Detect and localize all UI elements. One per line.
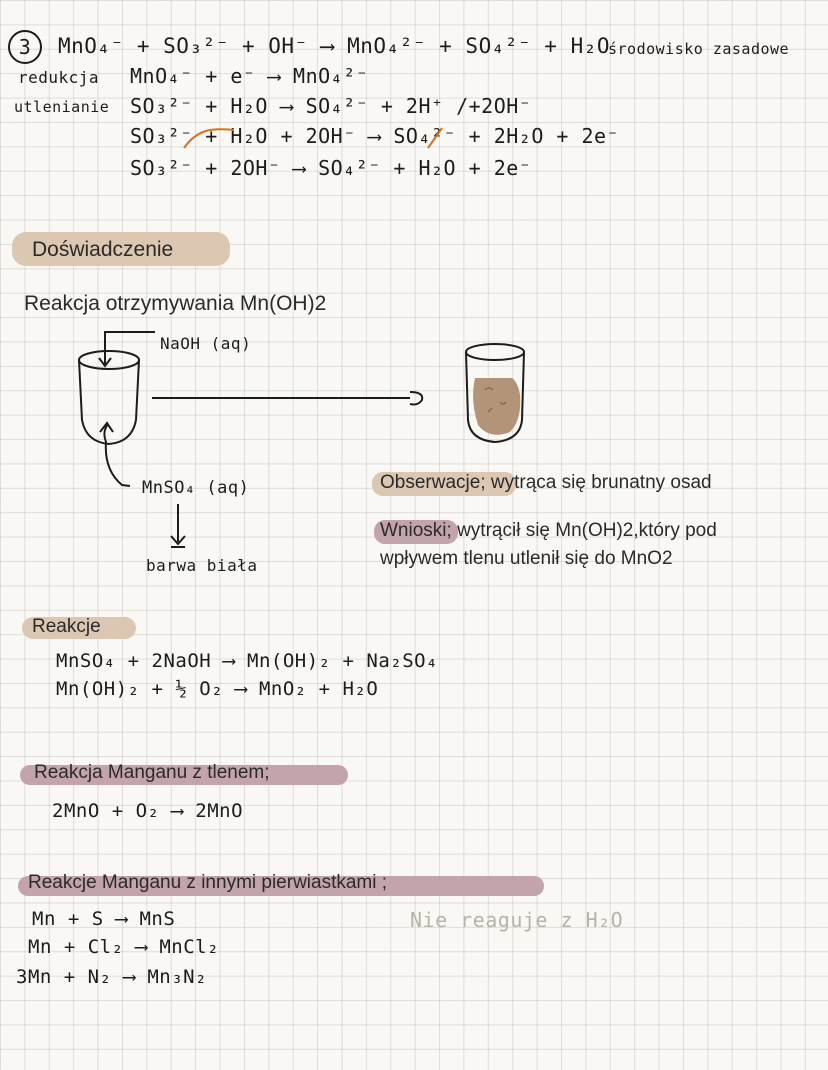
other-reaction-1: Mn + S ⟶ MnS <box>32 908 176 930</box>
oxidation-equation: SO₃²⁻ + H₂O ⟶ SO₄²⁻ + 2H⁺ /+2OH⁻ <box>130 94 532 118</box>
cross-out-mark-h2o <box>180 124 240 152</box>
observations-label: Obserwacje; <box>380 472 486 493</box>
naoh-label: NaOH (aq) <box>160 334 252 353</box>
conclusions-text-1: wytrącił się Mn(OH)2,który pod <box>451 520 717 541</box>
question-number: 3 <box>8 30 42 64</box>
experiment-title: Reakcja otrzymywania Mn(OH)2 <box>24 292 327 315</box>
color-note: barwa biała <box>146 556 258 575</box>
environment-note: środowisko zasadowe <box>608 40 790 58</box>
reactions-heading: Reakcje <box>32 616 101 637</box>
cross-out-mark-2 <box>424 124 448 152</box>
reduction-equation: MnO₄⁻ + e⁻ ⟶ MnO₄²⁻ <box>130 64 369 88</box>
oxygen-heading: Reakcja Manganu z tlenem; <box>34 762 270 783</box>
reaction-1: MnSO₄ + 2NaOH ⟶ Mn(OH)₂ + Na₂SO₄ <box>56 650 439 672</box>
oxidation-step-3: SO₃²⁻ + 2OH⁻ ⟶ SO₄²⁻ + H₂O + 2e⁻ <box>130 156 532 180</box>
reduction-label: redukcja <box>18 68 100 87</box>
mnso4-label: MnSO₄ (aq) <box>142 478 250 498</box>
conclusions-text-2: wpływem tlenu utlenił się do MnO2 <box>380 548 673 569</box>
observations-text: wytrąca się brunatny osad <box>485 472 712 493</box>
main-equation: MnO₄⁻ + SO₃²⁻ + OH⁻ ⟶ MnO₄²⁻ + SO₄²⁻ + H₂O <box>58 34 611 58</box>
experiment-heading: Doświadczenie <box>32 238 174 261</box>
down-arrow-icon <box>168 502 188 550</box>
reaction-2: Mn(OH)₂ + ½ O₂ ⟶ MnO₂ + H₂O <box>56 678 379 700</box>
others-heading: Reakcje Manganu z innymi pierwiastkami ; <box>28 872 388 893</box>
conclusions-label: Wnioski; <box>380 520 452 541</box>
oxidation-label: utlenianie <box>14 98 110 116</box>
water-note: Nie reaguje z H₂O <box>410 908 624 932</box>
oxidation-step-2: SO₃²⁻ + H₂O + 2OH⁻ ⟶ SO₄²⁻ + 2H₂O + 2e⁻ <box>130 124 620 148</box>
observations <box>380 472 712 494</box>
other-reaction-2: Mn + Cl₂ ⟶ MnCl₂ <box>28 936 220 958</box>
conclusions <box>380 520 717 542</box>
other-reaction-3: 3Mn + N₂ ⟶ Mn₃N₂ <box>16 966 208 988</box>
oxygen-reaction: 2MnO + O₂ ⟶ 2MnO <box>52 800 244 822</box>
